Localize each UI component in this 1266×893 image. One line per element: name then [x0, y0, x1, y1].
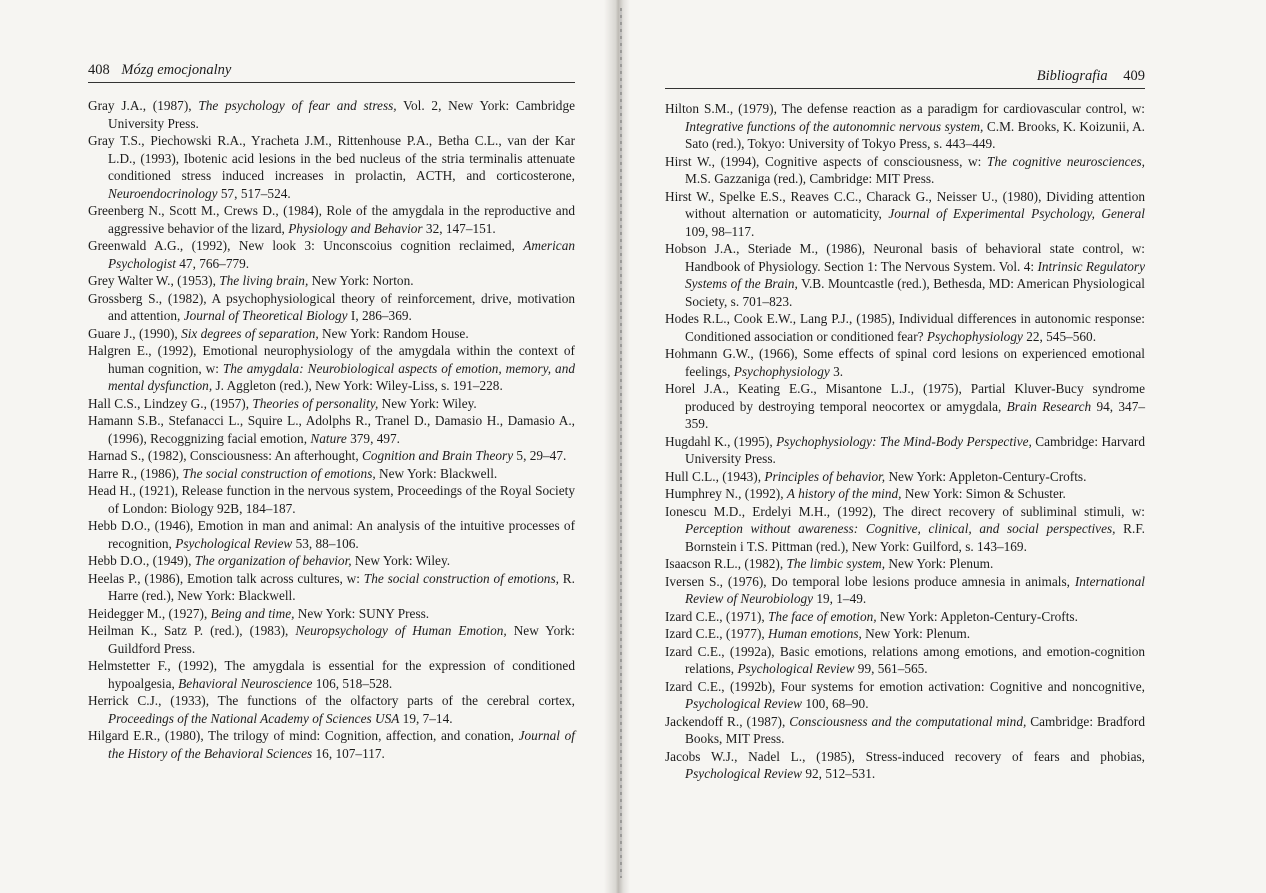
- reference-source: 22, 545–560.: [1022, 328, 1097, 344]
- reference-source: New York: Norton.: [308, 273, 414, 288]
- reference-entry: [88, 412, 575, 447]
- reference-text: Herrick C.J., (1933), The functions of the olfactory parts of the cerebral cortex,: [88, 693, 575, 708]
- reference-entry: [665, 485, 1145, 503]
- reference-text: Heidegger M., (1927),: [88, 605, 211, 621]
- reference-text: Izard C.E., (1992b), Four systems for emotion activation: Cognitive and noncognitive,: [665, 678, 1145, 694]
- reference-title: The limbic system,: [786, 556, 886, 571]
- reference-title: Journal of Experimental Psychology, General: [888, 206, 1145, 221]
- reference-source: 19, 1–49.: [813, 591, 867, 606]
- reference-text: Horel J.A., Keating E.G., Misantone L.J., (1975), Partial Kluver-Bucy syndrome produced by destroying temporal neocortex or amygdala,: [665, 381, 1145, 414]
- reference-text: Harre R., (1986),: [88, 465, 183, 481]
- reference-source: New York: Wiley.: [378, 395, 477, 411]
- reference-source: 5, 29–47.: [513, 448, 567, 463]
- reference-entry: [88, 290, 575, 325]
- reference-source: I, 286–369.: [347, 308, 412, 323]
- reference-source: 32, 147–151.: [422, 220, 496, 236]
- left-reference-list: [88, 97, 575, 762]
- reference-text: Hilgard E.R., (1980), The trilogy of mind: Cognition, affection, and conation,: [88, 728, 519, 743]
- reference-entry: [88, 395, 575, 413]
- reference-title: Psychophysiology: The Mind-Body Perspective,: [776, 433, 1032, 449]
- reference-title: The social construction of emotions,: [182, 465, 376, 481]
- reference-source: R. Harre (red.), New York: Blackwell.: [108, 570, 575, 603]
- reference-title: The organization of behavior,: [194, 553, 352, 568]
- reference-title: Human emotions,: [768, 626, 862, 641]
- reference-text: Hamann S.B., Stefanacci L., Squire L., Adolphs R., Tranel D., Damasio H., Damasio A., (1996), Recoggnizing facial emotion,: [88, 413, 575, 446]
- reference-text: Izard C.E., (1992a), Basic emotions, relations among emotions, and emotion-cognition relations,: [665, 643, 1145, 676]
- reference-source: 106, 518–528.: [312, 675, 393, 691]
- reference-title: Psychophysiology: [733, 363, 830, 379]
- reference-title: Psychological Review: [175, 535, 293, 551]
- reference-text: Hebb D.O., (1949),: [88, 553, 195, 568]
- right-page-number: 409: [1123, 68, 1145, 84]
- reference-text: Hull C.L., (1943),: [665, 468, 765, 484]
- reference-title: The cognitive neurosciences,: [986, 153, 1145, 169]
- reference-source: New York: Plenum.: [861, 626, 971, 641]
- reference-entry: [88, 727, 575, 762]
- reference-title: Nature: [310, 430, 347, 446]
- reference-title: Neuroendocrinology: [108, 185, 218, 201]
- reference-text: Humphrey N., (1992),: [665, 486, 787, 501]
- left-page-header: [88, 62, 575, 83]
- reference-title: Journal of Theoretical Biology: [183, 308, 348, 323]
- reference-text: Greenwald A.G., (1992), New look 3: Unconscoius cognition reclaimed,: [88, 238, 524, 253]
- reference-source: New York: Plenum.: [885, 556, 994, 571]
- reference-title: Psychological Review: [737, 661, 855, 676]
- reference-title: Neuropsychology of Human Emotion,: [295, 623, 507, 638]
- reference-title: Psychophysiology: [926, 328, 1023, 344]
- reference-title: Principles of behavior,: [764, 468, 886, 484]
- reference-entry: [88, 325, 575, 343]
- reference-title: The social construction of emotions,: [363, 570, 559, 586]
- reference-entry: [665, 713, 1145, 748]
- reference-text: Hohmann G.W., (1966), Some effects of spinal cord lesions on experienced emotional feelings,: [665, 346, 1145, 379]
- reference-title: Psychological Review: [685, 766, 803, 781]
- reference-source: 99, 561–565.: [854, 661, 928, 676]
- reference-title: International Review of Neurobiology: [685, 573, 1145, 606]
- reference-text: Iversen S., (1976), Do temporal lobe lesions produce amnesia in animals,: [665, 573, 1075, 589]
- reference-entry: [665, 345, 1145, 380]
- reference-entry: [88, 132, 575, 202]
- reference-source: 92, 512–531.: [802, 766, 876, 781]
- reference-entry: [665, 608, 1145, 626]
- reference-source: 109, 98–117.: [685, 223, 755, 239]
- reference-entry: [665, 748, 1145, 783]
- reference-source: New York: Blackwell.: [375, 465, 498, 481]
- reference-source: New York: Guildford Press.: [108, 623, 575, 656]
- reference-title: Behavioral Neuroscience: [178, 675, 313, 691]
- reference-text: Heilman K., Satz P. (red.), (1983),: [88, 623, 296, 638]
- reference-text: Hebb D.O., (1946), Emotion in man and animal: An analysis of the intuitive processes of recognition,: [88, 518, 575, 551]
- reference-entry: [665, 643, 1145, 678]
- reference-title: Consciousness and the computational mind,: [789, 713, 1027, 729]
- reference-text: Jacobs W.J., Nadel L., (1985), Stress-induced recovery of fears and phobias,: [665, 748, 1145, 764]
- reference-title: Intrinsic Regulatory Systems of the Brain,: [685, 258, 1146, 291]
- reference-entry: [88, 692, 575, 727]
- reference-entry: [88, 570, 575, 605]
- reference-title: Integrative functions of the autonomnic nervous system,: [685, 118, 984, 134]
- reference-text: Hirst W., Spelke E.S., Reaves C.C., Charack G., Neisser U., (1980), Dividing attention without alternation or automaticity,: [665, 188, 1145, 221]
- reference-source: Cambridge: Bradford Books, MIT Press.: [685, 713, 1145, 746]
- reference-source: R.F. Bornstein i T.S. Pittman (red.), New York: Guilford, s. 143–169.: [685, 521, 1146, 554]
- reference-entry: [88, 605, 575, 623]
- reference-text: Greenberg N., Scott M., Crews D., (1984), Role of the amygdala in the reproductive and aggressive behavior of the lizard,: [88, 203, 575, 236]
- reference-source: V.B. Mountcastle (red.), Bethesda, MD: American Physiological Society, s. 701–823.: [685, 276, 1145, 309]
- reference-entry: [88, 272, 575, 290]
- reference-text: Hirst W., (1994), Cognitive aspects of consciousness, w:: [665, 153, 987, 169]
- reference-text: Helmstetter F., (1992), The amygdala is essential for the expression of conditioned hypoalgesia,: [88, 658, 575, 691]
- reference-text: Izard C.E., (1977),: [665, 626, 769, 641]
- reference-title: The living brain,: [219, 273, 309, 288]
- reference-title: The face of emotion,: [768, 608, 877, 624]
- reference-source: 94, 347–359.: [685, 398, 1145, 431]
- reference-title: Proceedings of the National Academy of Sciences USA: [108, 710, 400, 726]
- reference-source: New York: Wiley.: [351, 553, 451, 568]
- reference-text: Hall C.S., Lindzey G., (1957),: [88, 395, 253, 411]
- reference-entry: [665, 503, 1145, 556]
- reference-entry: [88, 237, 575, 272]
- reference-entry: [665, 678, 1145, 713]
- reference-title: Perception without awareness: Cognitive, clinical, and social perspectives,: [685, 521, 1116, 536]
- reference-text: Isaacson R.L., (1982),: [665, 556, 787, 571]
- reference-title: A history of the mind,: [786, 486, 902, 501]
- reference-source: 16, 107–117.: [312, 745, 385, 761]
- reference-entry: [88, 482, 575, 517]
- reference-source: New York: Simon & Schuster.: [901, 486, 1066, 501]
- right-reference-list: [665, 100, 1145, 783]
- reference-entry: [88, 552, 575, 570]
- reference-entry: [88, 447, 575, 465]
- reference-source: 379, 497.: [346, 430, 400, 446]
- reference-source: 3.: [829, 363, 844, 379]
- reference-text: Hobson J.A., Steriade M., (1986), Neuronal basis of behavioral state control, w: Handbook of Physiology. Section 1: The Nervous System. Vol. 4:: [665, 241, 1145, 274]
- reference-source: 47, 766–779.: [175, 255, 250, 271]
- reference-source: 53, 88–106.: [292, 535, 359, 551]
- reference-title: American Psychologist: [108, 238, 575, 271]
- reference-source: Vol. 2, New York: Cambridge University Press.: [108, 98, 575, 131]
- reference-entry: [88, 202, 575, 237]
- reference-source: New York: Random House.: [318, 325, 469, 341]
- reference-text: Ionescu M.D., Erdelyi M.H., (1992), The direct recovery of subliminal stimuli, w:: [665, 503, 1145, 519]
- reference-entry: [665, 100, 1145, 153]
- reference-text: Grossberg S., (1982), A psychophysiological theory of reinforcement, drive, motivation and attention,: [88, 290, 575, 323]
- reference-title: Brain Research: [1006, 398, 1092, 414]
- reference-source: New York: Appleton-Century-Crofts.: [876, 608, 1078, 624]
- reference-source: 100, 68–90.: [802, 696, 869, 711]
- reference-source: M.S. Gazzaniga (red.), Cambridge: MIT Press.: [685, 171, 935, 186]
- reference-source: 57, 517–524.: [217, 185, 291, 201]
- reference-text: Jackendoff R., (1987),: [665, 713, 790, 729]
- reference-source: New York: SUNY Press.: [294, 605, 430, 621]
- reference-source: C.M. Brooks, K. Koizunii, A. Sato (red.), Tokyo: University of Tokyo Press, s. 443–449.: [685, 118, 1145, 151]
- reference-text: Gray J.A., (1987),: [88, 98, 199, 113]
- reference-entry: [88, 465, 575, 483]
- reference-text: Izard C.E., (1971),: [665, 608, 769, 624]
- reference-title: Six degrees of separation,: [181, 325, 319, 341]
- reference-entry: [88, 657, 575, 692]
- reference-source: 19, 7–14.: [399, 710, 453, 726]
- reference-text: Halgren E., (1992), Emotional neurophysiology of the amygdala within the context of human cognition, w:: [88, 343, 575, 376]
- reference-entry: [665, 555, 1145, 573]
- reference-title: Being and time,: [210, 605, 295, 621]
- reference-entry: [665, 188, 1145, 241]
- reference-text: Hodes R.L., Cook E.W., Lang P.J., (1985), Individual differences in autonomic response: Conditioned association or conditioned fear?: [665, 311, 1145, 344]
- right-page-header: [665, 68, 1145, 89]
- reference-title: Physiology and Behavior: [288, 220, 423, 236]
- reference-source: New York: Appleton-Century-Crofts.: [885, 468, 1087, 484]
- reference-text: Hugdahl K., (1995),: [665, 433, 777, 449]
- reference-entry: [665, 310, 1145, 345]
- right-running-title: Bibliografia: [1036, 68, 1108, 84]
- left-running-title: Mózg emocjonalny: [121, 62, 232, 78]
- reference-title: The amygdala: Neurobiological aspects of emotion, memory, and mental dysfunction,: [108, 360, 575, 393]
- reference-entry: [665, 240, 1145, 310]
- reference-title: Psychological Review: [685, 696, 803, 711]
- reference-title: Theories of personality,: [252, 395, 379, 411]
- reference-entry: [665, 573, 1145, 608]
- reference-title: Journal of the History of the Behavioral Sciences: [108, 728, 575, 761]
- reference-text: Hilton S.M., (1979), The defense reaction as a paradigm for cardiovascular control, w:: [665, 101, 1145, 116]
- reference-title: Cognition and Brain Theory: [362, 448, 514, 463]
- reference-entry: [665, 380, 1145, 433]
- reference-text: Heelas P., (1986), Emotion talk across cultures, w:: [88, 570, 364, 586]
- reference-entry: [665, 468, 1145, 486]
- reference-title: The psychology of fear and stress,: [198, 98, 397, 113]
- reference-entry: [665, 433, 1145, 468]
- reference-source: J. Aggleton (red.), New York: Wiley-Liss, s. 191–228.: [212, 378, 503, 393]
- reference-entry: [665, 625, 1145, 643]
- reference-entry: [88, 97, 575, 132]
- reference-source: Cambridge: Harvard University Press.: [685, 433, 1146, 466]
- reference-text: Harnad S., (1982), Consciousness: An afterhought,: [88, 448, 363, 463]
- reference-entry: [88, 517, 575, 552]
- reference-text: Head H., (1921), Release function in the nervous system, Proceedings of the Royal Society of London: Biology 92B, 184–187.: [88, 483, 575, 516]
- reference-entry: [88, 622, 575, 657]
- reference-entry: [88, 342, 575, 395]
- reference-entry: [665, 153, 1145, 188]
- reference-text: Gray T.S., Piechowski R.A., Yracheta J.M., Rittenhouse P.A., Betha C.L., van der Kar L.D., (1993), Ibotenic acid lesions in the bed nucleus of the stria terminalis attenuate conditioned stress induced increases in prolactin, ACTH, and corticosterone,: [88, 133, 575, 183]
- reference-text: Grey Walter W., (1953),: [88, 273, 220, 288]
- book-gutter: [604, 0, 630, 893]
- reference-text: Guare J., (1990),: [88, 325, 182, 341]
- left-page-number: 408: [88, 62, 110, 78]
